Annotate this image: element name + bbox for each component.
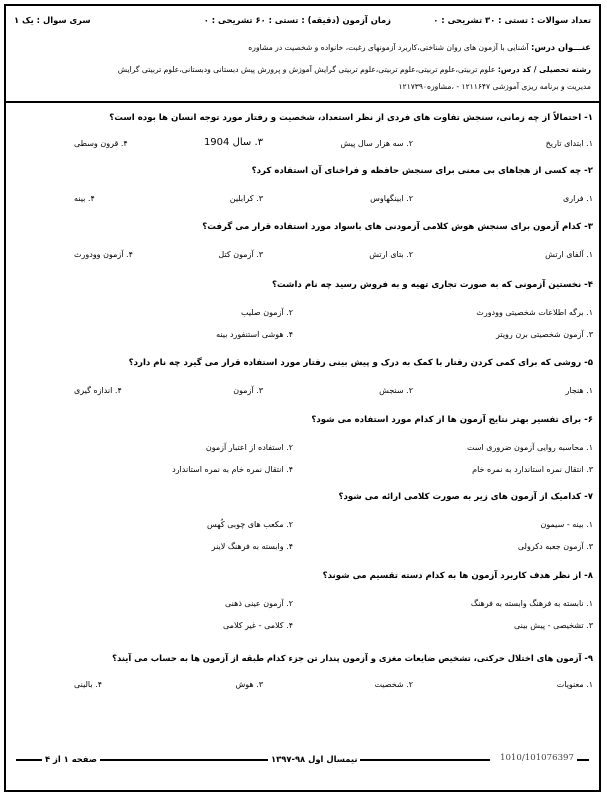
option-1[interactable]: ۱. فراری [563, 194, 593, 203]
option-3[interactable]: ۳. انتقال نمره استاندارد به نمره خام [472, 465, 593, 474]
option-2[interactable]: ۲. ابینگهاوس [370, 194, 413, 203]
questions-count: تعداد سوالات : تستی : ۳۰ تشریحی : ۰ [433, 15, 591, 25]
option-4[interactable]: ۴. کلامی - غیر کلامی [223, 621, 293, 630]
option-2[interactable]: ۲. استفاده از اعتبار آزمون [205, 443, 293, 452]
exam-code: 1010/101076397 [497, 753, 577, 763]
option-3[interactable]: ۳. کرابلین [229, 194, 263, 203]
course-value: آشنایی با آزمون های روان شناختی،کاربرد آزمونهای رغبت، خانواده و شخصیت در مشاوره [248, 43, 529, 52]
footer-rule-right [575, 759, 589, 761]
option-4[interactable]: ۴. هوشی استنفورد بینه [216, 330, 293, 339]
option-1[interactable]: ۱. هنجار [565, 386, 593, 395]
option-2[interactable]: ۲. مکعب های چوبی کُهس [206, 520, 293, 529]
major-label: رشته تحصیلی / کد درس: [497, 65, 591, 74]
option-4[interactable]: ۴. وابسته به فرهنگ لاینر [211, 542, 293, 551]
major-value-2: مدیریت و برنامه ریزی آموزشی ۱۲۱۱۶۴۷ - ،مشاوره۱۲۱۷۳۹۰ [398, 82, 591, 91]
option-2[interactable]: ۲. سه هزار سال پیش [340, 139, 413, 148]
question-text: ۹- آزمون های اختلال حرکتی، تشخیص ضایعات مغزی و آزمون پندار تن جزء کدام طبقه از آزمون ها به حساب می آیند؟ [112, 653, 593, 663]
option-3[interactable]: ۳. آزمون جعبه دکرولی [517, 542, 593, 551]
major-row-2 [14, 82, 591, 91]
option-2[interactable]: ۲. شخصیت [374, 680, 413, 689]
option-2[interactable]: ۲. سنجش [379, 386, 413, 395]
option-4[interactable]: ۴. قرون وسطی [74, 139, 128, 148]
option-2[interactable]: ۲. بتای ارتش [369, 250, 413, 259]
question-text: ۵- روشی که برای کمی کردن رفتار با کمک به درک و پیش بینی رفتار مورد استفاده قرار می گیرد چه نام دارد؟ [128, 358, 593, 368]
option-3[interactable]: ۳. تشخیصی - پیش بینی [513, 621, 593, 630]
question-text: ۸- از نظر هدف کاربرد آزمون ها به کدام دسته تقسیم می شوند؟ [322, 571, 593, 581]
question-text: ۳- کدام آزمون برای سنجش هوش کلامی آزمودنی های باسواد مورد استفاده قرار می گرفت؟ [202, 222, 593, 232]
major-value: علوم تربیتی،علوم تربیتی،علوم تربیتی،علوم تربیتی گرایش آموزش و پرورش پیش دبستانی ودبستانی،علوم تربیتی گرایش [117, 65, 496, 74]
option-1[interactable]: ۱. ابتدای تاریخ [545, 139, 593, 148]
option-4[interactable]: ۴. آزمون وودورث [74, 250, 133, 259]
question-text: ۶- برای تفسیر بهتر نتایج آزمون ها از کدام مورد استفاده می شود؟ [311, 415, 593, 425]
page-number: صفحه ۱ از ۴ [42, 754, 100, 764]
semester: نیمسال اول ۹۸-۱۳۹۷ [268, 754, 360, 764]
option-3[interactable]: ۳. هوش [235, 680, 263, 689]
exam-header [6, 6, 599, 103]
exam-time: زمان آزمون (دقیقه) : تستی : ۶۰ تشریحی : ۰ [203, 15, 391, 25]
question-text: ۷- کدامیک از آزمون های زیر به صورت کلامی ارائه می شود؟ [338, 492, 593, 502]
option-4[interactable]: ۴. انتقال نمره خام به نمره استاندارد [172, 465, 293, 474]
option-3[interactable]: ۳. سال 1904 [203, 137, 263, 148]
option-1[interactable]: ۱. محاسبه روایی آزمون ضروری است [466, 443, 593, 452]
question-text: ۲- چه کسی از هجاهای بی معنی برای سنجش حافظه و فراخنای آن استفاده کرد؟ [251, 166, 593, 176]
option-1[interactable]: ۱. برگه اطلاعات شخصیتی وودورث [476, 308, 593, 317]
major-row [14, 65, 591, 74]
option-4[interactable]: ۴. بالینی [74, 680, 102, 689]
option-4[interactable]: ۴. اندازه گیری [74, 386, 122, 395]
course-label: عنـــوان درس: [531, 42, 591, 52]
option-1[interactable]: ۱. بینه - سیمون [540, 520, 593, 529]
option-1[interactable]: ۱. نابسته به فرهنگ وابسته به فرهنگ [470, 599, 593, 608]
option-2[interactable]: ۲. آزمون صلیب [240, 308, 293, 317]
option-3[interactable]: ۳. آزمون [233, 386, 263, 395]
option-1[interactable]: ۱. معنویات [556, 680, 593, 689]
question-text: ۴- نخستین آزمونی که به صورت تجاری تهیه و به فروش رسید چه نام داشت؟ [271, 280, 593, 290]
question-text: ۱- احتمالاً از چه زمانی، سنجش تفاوت های فردی از نظر استعداد، شخصیت و رفتار مورد توجه انسان ها بوده است؟ [109, 113, 593, 123]
option-1[interactable]: ۱. آلفای ارتش [545, 250, 593, 259]
option-2[interactable]: ۲. آزمون عینی ذهنی [225, 599, 293, 608]
option-4[interactable]: ۴. بینه [74, 194, 95, 203]
course-row [14, 42, 591, 52]
option-3[interactable]: ۳. آزمون کتل [218, 250, 263, 259]
option-3[interactable]: ۳. آزمون شخصیتی برن رویتر [496, 330, 593, 339]
series: سری سوال : یک ۱ [14, 15, 91, 25]
